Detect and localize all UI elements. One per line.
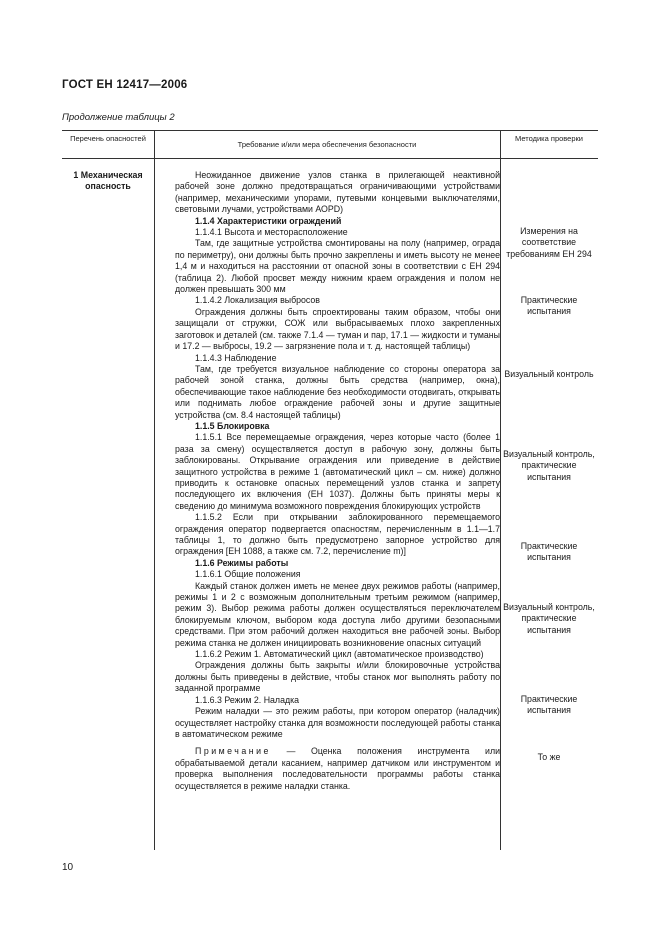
heading-1-1-4: 1.1.4 Характеристики ограждений: [195, 215, 342, 226]
paragraph-1-1-4-3: Там, где требуется визуальное наблюдение со стороны оператора за рабочей зоной станка, должны быть средства (например, окна), обеспечивающие такое наблюдение без необходимости отодвигать, открывать или поднимать любое ограждение рабочей зоны и другие защитные устройства (см. 8.4 настоящей таблицы): [175, 363, 500, 420]
paragraph-1-1-6-3: Режим наладки — это режим работы, при котором оператор (наладчик) осуществляет настройку станка для возможности последующей работы станка в автоматическом режиме: [175, 706, 500, 739]
paragraph-1-1-4-1: Там, где защитные устройства смонтированы на полу (например, ограда по периметру), они должны быть прочно закреплены и иметь высоту не менее 1,4 м и находиться на расстоянии от опасной зоны в соответствии с ЕН 294 (таблица 2). Любой просвет между нижним краем ограждения и полом не должен превышать 300 мм: [175, 238, 500, 295]
method-3: Визуальный контроль: [504, 369, 594, 379]
paragraph-1-1-5-2: 1.1.5.2 Если при открывании заблокированного перемещаемого ограждения оператор подвергается опасностям, перечисленным в 1.1—1.7 таблицы 1, то должно быть предусмотрено запорное устройство для ограждения [ЕН 1088, а также см. 7.2, перечисление m)]: [175, 512, 500, 557]
paragraph-1-1-5-1: 1.1.5.1 Все перемещаемые ограждения, через которые часто (более 1 раза за смену) осуществляется доступ в рабочую зону, должны быть заблокированы. Открывание ограждения или приведение в действие защитного устройства в режиме 1 (автоматический цикл – см. ниже) должно приводить к остановке опасных перемещений узлов станка и запрету последующего их включения (ЕН 1037). Должны быть приняты меры к сведению до минимума возможного повреждения блокирующих устройств: [175, 432, 500, 511]
heading-1-1-4-1: 1.1.4.1 Высота и месторасположение: [195, 227, 348, 238]
heading-1-1-4-2: 1.1.4.2 Локализация выбросов: [195, 295, 320, 306]
method-7: Практические испытания: [520, 694, 578, 716]
hazard-label: 1 Механическая опасность: [73, 170, 143, 192]
method-5: Практические испытания: [520, 541, 578, 563]
table-continuation-caption: Продолжение таблицы 2: [62, 112, 175, 123]
column-divider-1: [154, 130, 155, 850]
paragraph-1-1-6-2: Ограждения должны быть закрыты и/или блокировочные устройства должны быть приведены в действие, чтобы станок мог выполнять работу по заданной программе: [175, 660, 500, 694]
header-methods: Методика проверки: [515, 134, 583, 143]
standard-title: ГОСТ ЕН 12417—2006: [62, 79, 188, 91]
paragraph-1-1-4-2: Ограждения должны быть спроектированы таким образом, чтобы они защищали от стружки, СОЖ или выбрасываемых плохо закрепленных заготовок и деталей (см. также 7.1.4 — туман и пар, 17.1 — жидкости и туманы и 17.2 — выбросы, 19.2 — загрязнение пола и т. д. настоящей таблицы): [175, 306, 500, 352]
heading-1-1-6-2: 1.1.6.2 Режим 1. Автоматический цикл (автоматическое производство): [195, 649, 484, 660]
method-4: Визуальный контроль, практические испытания: [503, 449, 595, 482]
note-label: Примечание: [195, 746, 271, 757]
table-top-border: [62, 130, 598, 131]
paragraph-1-1-6-1: Каждый станок должен иметь не менее двух режимов работы (например, режимы 1 и 2 с возможным дополнительным третьим режимом (например, режим 3). Выбор режима работы должен осуществляться переключателем блокируемым ключом, выбором кода доступа либо другими безопасными средствами. При этом рабочий должен находиться вне рабочей зоны. Выбор режима станка не должен инициировать возникновение опасных ситуаций: [175, 580, 500, 648]
heading-1-1-6-3: 1.1.6.3 Режим 2. Наладка: [195, 694, 300, 705]
heading-1-1-5: 1.1.5 Блокировка: [195, 420, 270, 431]
heading-1-1-6: 1.1.6 Режимы работы: [195, 557, 289, 568]
method-6: Визуальный контроль, практические испытания: [503, 602, 595, 635]
note-paragraph: [175, 746, 500, 792]
method-1: Измерения на соответствие требованиям ЕН 294: [506, 226, 592, 259]
method-8: То же: [537, 752, 561, 762]
header-hazards: Перечень опасностей: [70, 134, 146, 143]
requirements-column: [175, 170, 500, 792]
header-requirements: Требование и/или мера обеспечения безопасности: [237, 140, 417, 149]
page-number: 10: [62, 862, 74, 873]
heading-1-1-4-3: 1.1.4.3 Наблюдение: [195, 352, 277, 363]
heading-1-1-6-1: 1.1.6.1 Общие положения: [195, 569, 301, 580]
method-2: Практические испытания: [520, 295, 578, 317]
intro-paragraph: Неожиданное движение узлов станка в прилегающей неактивной рабочей зоне должно предотвращаться ограничивающими устройствами (например, механическими упорами, путевыми концевыми выключателями, световыми лучами, устройствами АОРD): [175, 170, 500, 215]
requirements-table: [62, 130, 598, 850]
note-text: — Оценка положения инструмента или обрабатываемой детали касанием, например датчиком или инструментом и проверка выполнения последовательности программы работы станка осуществляется в режиме наладки станка.: [175, 746, 501, 791]
header-bottom-border: [62, 158, 598, 159]
